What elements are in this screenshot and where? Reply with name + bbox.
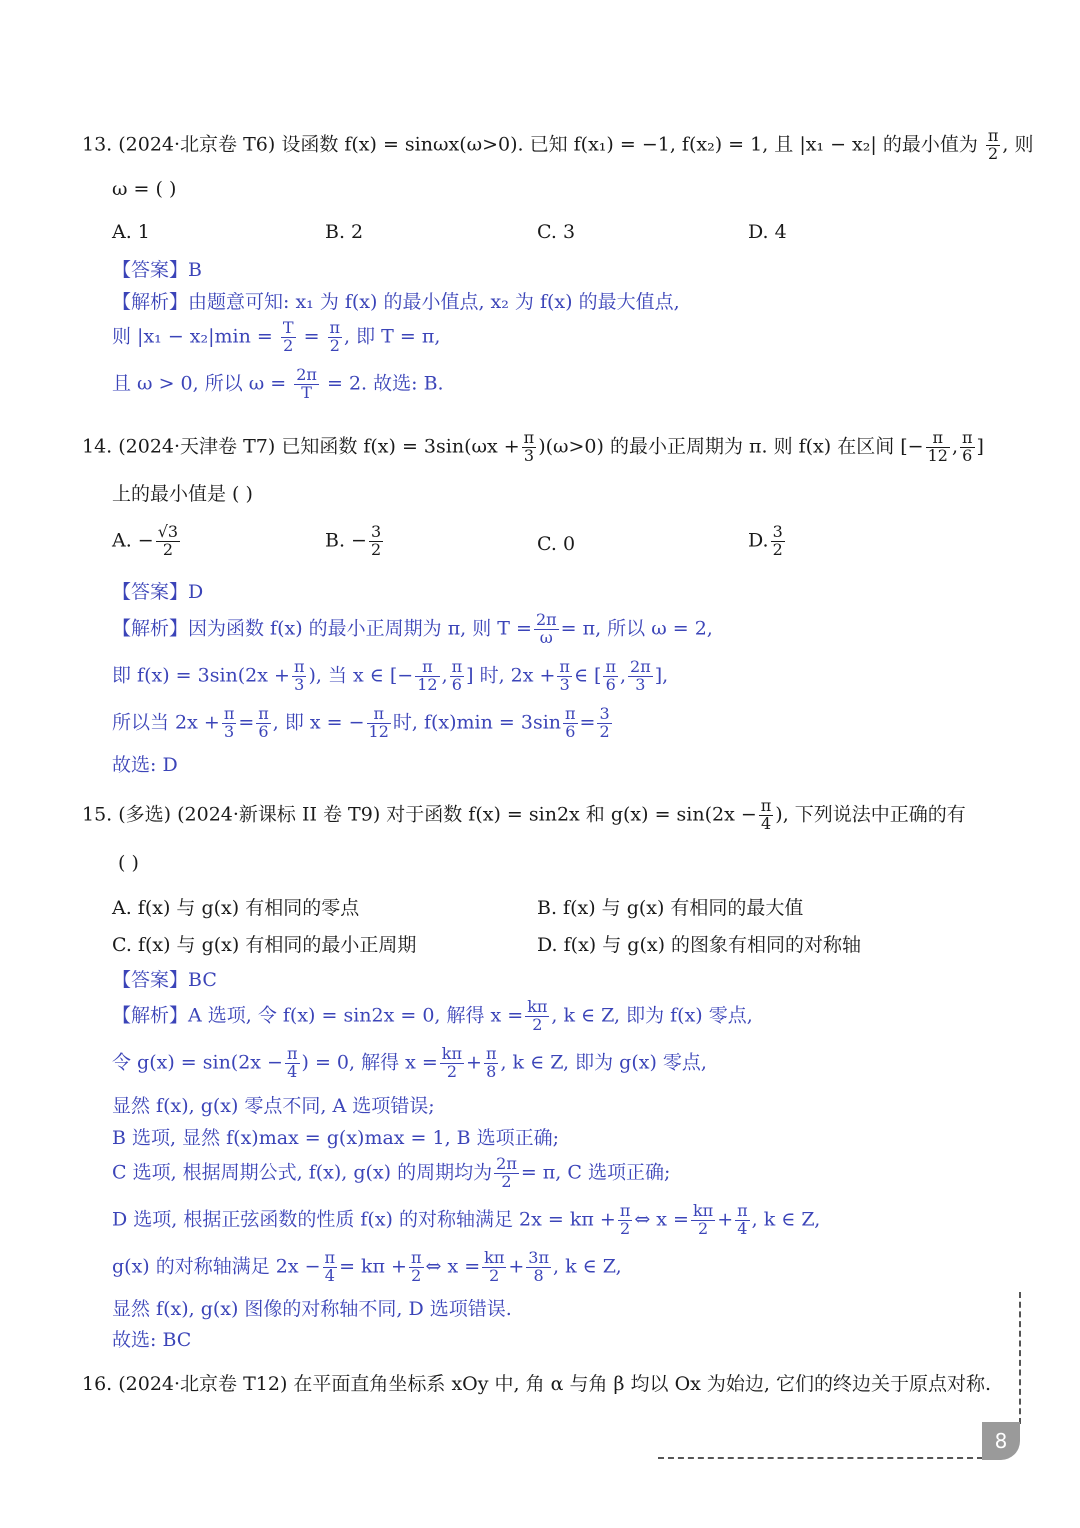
q15-analysis-9: 故选: BC: [112, 1329, 192, 1351]
page-border-dashed-vertical: [1019, 1292, 1021, 1424]
q13-stem-line2: ω = ( ): [112, 178, 177, 200]
q13-analysis-2: 则 |x₁ − x₂|min = $\frac{T}{2}$ = $\frac{\pi}{2}$ , 即 T = π,: [112, 318, 441, 355]
q14-stem-line2: 上的最小值是 ( ): [112, 483, 253, 505]
q13-stem-fraction: $\frac{\pi}{2}$: [987, 126, 999, 163]
q14-option-a: A. − $\frac{√3}{2}$: [112, 522, 179, 559]
q14-analysis-4: 故选: D: [112, 754, 178, 776]
q14-option-c: C. 0: [537, 533, 576, 555]
q13-analysis-1: 【解析】由题意可知: x₁ 为 f(x) 的最小值点, x₂ 为 f(x) 的最大值点,: [112, 291, 680, 313]
page-number: 8: [982, 1422, 1020, 1460]
q14-analysis-2: 即 f(x) = 3sin(2x + $\frac{\pi}{3}$ ), 当 x ∈ [− $\frac{\pi}{12}$ , $\frac{\pi}{6}$ ] 时, 2x + $\frac{\pi}{3}$ ∈ [ $\frac{\pi}{6}$ , $\frac{2\pi}{3}$ ],: [112, 657, 669, 694]
q13-option-a: A. 1: [112, 221, 150, 243]
q14-stem-line1: 14. (2024·天津卷 T7) 已知函数 f(x) = 3sin(ωx + $\frac{\pi}{3}$ )(ω>0) 的最小正周期为 π. 则 f(x) 在区间 [− $\frac{\pi}{12}$ , $\frac{\pi}{6}$ ]: [82, 428, 984, 465]
q15-analysis-4: B 选项, 显然 f(x)max = g(x)max = 1, B 选项正确;: [112, 1127, 560, 1149]
q15-analysis-2: 令 g(x) = sin(2x − $\frac{\pi}{4}$ ) = 0, 解得 x = $\frac{k\pi}{2}$ + $\frac{\pi}{8}$ , k ∈ Z, 即为 g(x) 零点,: [112, 1044, 707, 1081]
q15-option-a: A. f(x) 与 g(x) 有相同的零点: [112, 897, 360, 919]
q13-stem-line1: 13. (2024·北京卷 T6) 设函数 f(x) = sinωx(ω>0). 已知 f(x₁) = −1, f(x₂) = 1, 且 |x₁ − x₂| 的最小值为 $\frac{\pi}{2}$ , 则: [82, 126, 1034, 163]
q14-answer: 【答案】D: [112, 581, 204, 603]
q16-stem: 16. (2024·北京卷 T12) 在平面直角坐标系 xOy 中, 角 α 与角 β 均以 Ox 为始边, 它们的终边关于原点对称.: [82, 1373, 992, 1395]
q15-option-c: C. f(x) 与 g(x) 有相同的最小正周期: [112, 934, 417, 956]
q15-stem-line2: ( ): [118, 852, 139, 874]
q14-analysis-3: 所以当 2x + $\frac{\pi}{3}$ = $\frac{\pi}{6}$ , 即 x = − $\frac{\pi}{12}$ 时, f(x)min = 3sin $\frac{\pi}{6}$ = $\frac{3}{2}$: [112, 704, 610, 741]
q13-analysis-3: 且 ω > 0, 所以 ω = $\frac{2\pi}{T}$ = 2. 故选: B.: [112, 365, 444, 402]
q15-stem-line1: 15. (多选) (2024·新课标 II 卷 T9) 对于函数 f(x) = sin2x 和 g(x) = sin(2x − $\frac{\pi}{4}$ ), 下列说法中正确的有: [82, 796, 966, 833]
q15-answer: 【答案】BC: [112, 969, 217, 991]
q15-analysis-8: 显然 f(x), g(x) 图像的对称轴不同, D 选项错误.: [112, 1298, 512, 1320]
q15-analysis-6: D 选项, 根据正弦函数的性质 f(x) 的对称轴满足 2x = kπ + $\frac{\pi}{2}$ ⇔ x = $\frac{k\pi}{2}$ + $\frac{\pi}{4}$ , k ∈ Z,: [112, 1201, 821, 1238]
q14-option-d: D. $\frac{3}{2}$: [748, 522, 783, 559]
q15-option-b: B. f(x) 与 g(x) 有相同的最大值: [537, 897, 804, 919]
q14-analysis-1: 【解析】因为函数 f(x) 的最小正周期为 π, 则 T = $\frac{2\pi}{\omega}$ = π, 所以 ω = 2,: [112, 610, 713, 647]
q13-option-c: C. 3: [537, 221, 576, 243]
q15-analysis-5: C 选项, 根据周期公式, f(x), g(x) 的周期均为 $\frac{2\pi}{2}$ = π, C 选项正确;: [112, 1154, 671, 1191]
q13-option-b: B. 2: [325, 221, 364, 243]
q15-option-d: D. f(x) 与 g(x) 的图象有相同的对称轴: [537, 934, 862, 956]
q13-answer: 【答案】B: [112, 259, 202, 281]
q15-analysis-3: 显然 f(x), g(x) 零点不同, A 选项错误;: [112, 1095, 435, 1117]
q15-analysis-7: g(x) 的对称轴满足 2x − $\frac{\pi}{4}$ = kπ + $\frac{\pi}{2}$ ⇔ x = $\frac{k\pi}{2}$ + $\frac{3\pi}{8}$ , k ∈ Z,: [112, 1248, 622, 1285]
q13-stem-text: 13. (2024·北京卷 T6) 设函数 f(x) = sinωx(ω>0). 已知 f(x₁) = −1, f(x₂) = 1, 且 |x₁ − x₂| 的最小值为: [82, 133, 978, 156]
page-border-dashed-horizontal: [658, 1457, 983, 1459]
q14-option-b: B. − $\frac{3}{2}$: [325, 522, 382, 559]
q15-analysis-1: 【解析】A 选项, 令 f(x) = sin2x = 0, 解得 x = $\frac{k\pi}{2}$ , k ∈ Z, 即为 f(x) 零点,: [112, 997, 753, 1034]
q13-option-d: D. 4: [748, 221, 787, 243]
